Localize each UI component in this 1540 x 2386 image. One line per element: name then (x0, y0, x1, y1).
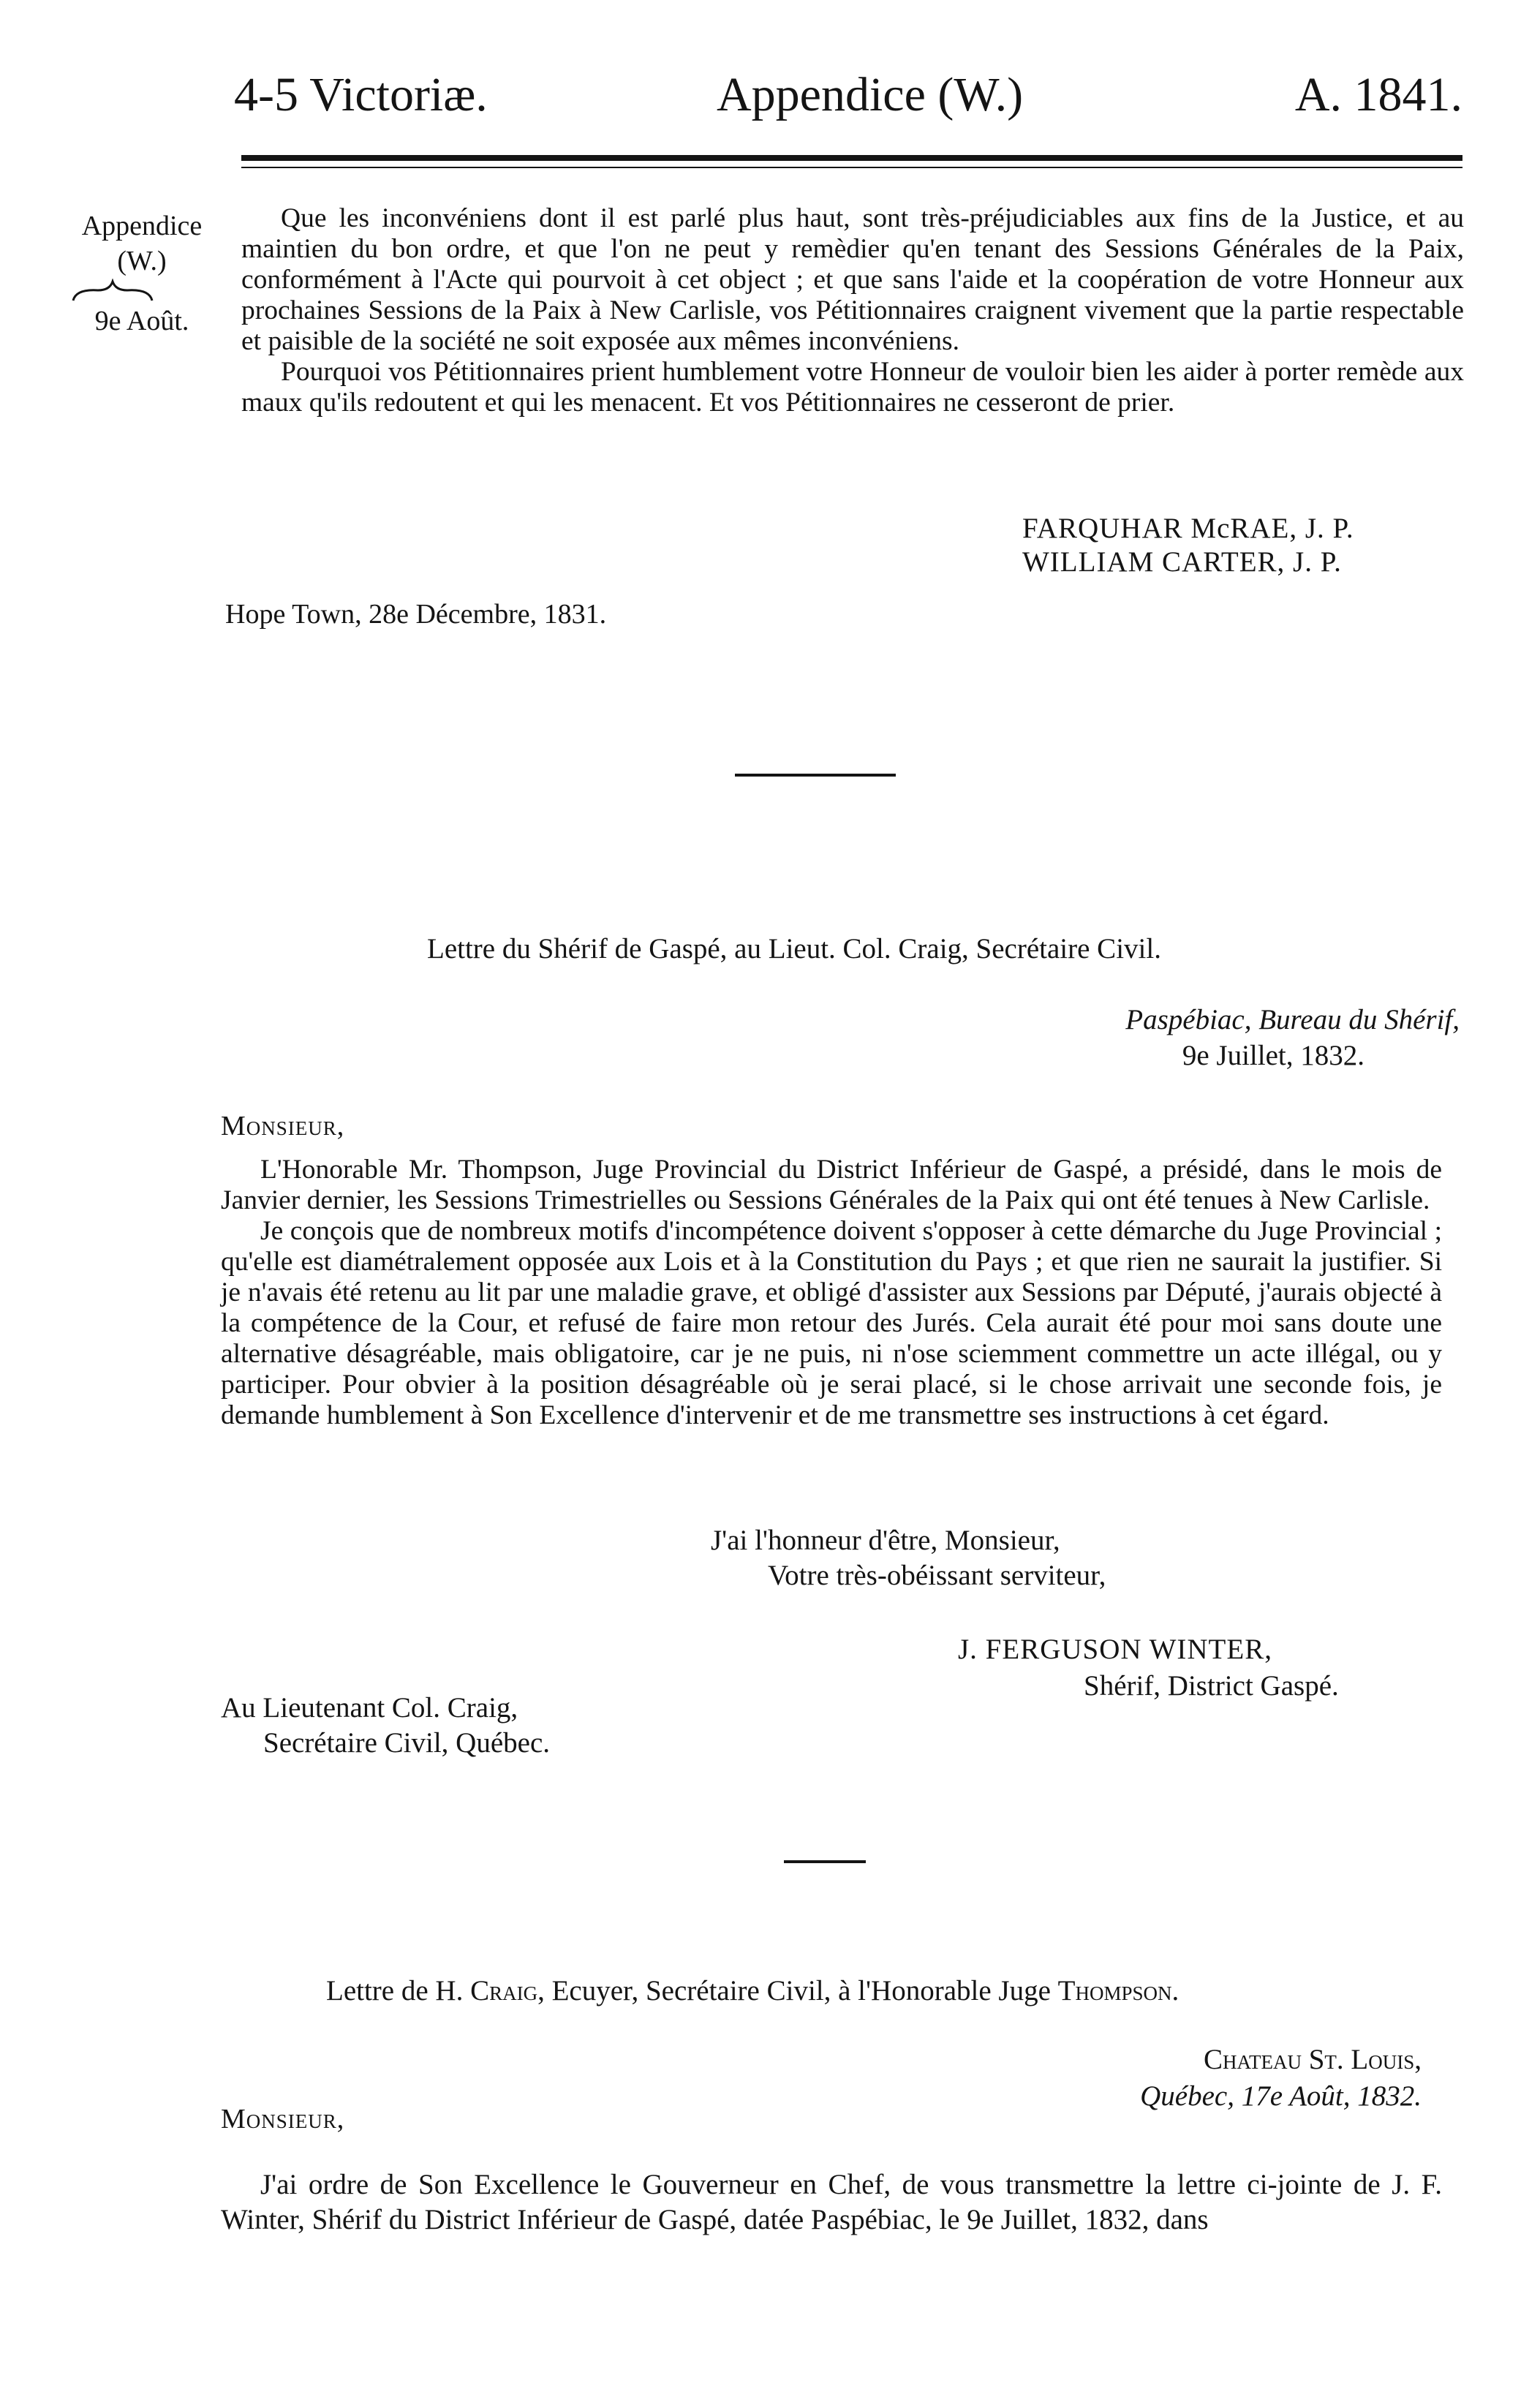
letter1-paragraph-2: Je conçois que de nombreux motifs d'incompétence doivent s'opposer à cette démarche du Juge Provincial ; qu'elle est diamétralement opposée aux Lois et à la Constitution du Pays ; et que rien ne saurait la justifier. Si je n'avais été retenu au lit par une maladie grave, et obligé d'assister aux Sessions par Député, j'aurais objecté à la compétence de la Cour, et refusé de faire mon retour des Jurés. Cela aurait été pour moi sans doute une alternative désagréable, mais obligatoire, car je ne puis, ni n'ose sciemment commettre un acte illégal, ou y participer. Pour obvier à la position désagréable où je serai placé, si le chose arrivait une seconde fois, je demande humblement à Son Excellence d'intervenir et de me transmettre ses instructions à cet égard. (221, 1216, 1442, 1430)
letter2-date: Québec, 17e Août, 1832. (1140, 2080, 1422, 2112)
letter1-salutation: Monsieur, (221, 1111, 345, 1141)
letter2-place: Chateau St. Louis, (1203, 2044, 1422, 2075)
header-session: 4-5 Victoriæ. (234, 68, 488, 121)
letter2-heading-thompson: Thompson (1057, 1975, 1172, 2006)
petition-place-date: Hope Town, 28e Décembre, 1831. (225, 599, 607, 630)
header-rule-thin (241, 167, 1462, 168)
petition-signatures (1022, 512, 1354, 579)
petition-text (241, 203, 1464, 418)
running-header (234, 67, 1462, 133)
letter1-body (221, 1155, 1442, 1431)
letter2-heading-part-c: , Ecuyer, Secrétaire Civil, à l'Honorable Juge (537, 1975, 1058, 2006)
letter2-heading-part-a: Lettre de H. (326, 1975, 471, 2006)
margin-note-letter: (W.) (117, 246, 167, 276)
letter1-paragraph-1: L'Honorable Mr. Thompson, Juge Provincial du District Inférieur de Gaspé, a présidé, dans le mois de Janvier dernier, les Sessions Trimestrielles ou Sessions Générales de la Paix qui ont été tenues à New Carlisle. (221, 1155, 1442, 1215)
letter1-heading: Lettre du Shérif de Gaspé, au Lieut. Col. Craig, Secrétaire Civil. (427, 933, 1161, 964)
section-separator-2 (784, 1860, 866, 1863)
letter1-closing-2: Votre très-obéissant serviteur, (768, 1560, 1106, 1591)
letter1-closing-1: J'ai l'honneur d'être, Monsieur, (711, 1525, 1060, 1556)
margin-note (69, 208, 215, 339)
letter1-addressee-1: Au Lieutenant Col. Craig, (221, 1692, 518, 1724)
petition-paragraph-1: Que les inconvéniens dont il est parlé plus haut, sont très-préjudiciables aux fins de la Justice, et au maintien du bon ordre, et que l'on ne peut y remèdier qu'en tenant des Sessions Générales de la Paix, conformément à l'Acte qui pourvoit à cet object ; et que sans l'aide et la coopération de votre Honneur aux prochaines Sessions de la Paix à New Carlisle, vos Pétitionnaires craignent vivement que la partie respectable et paisible de la société ne soit exposée aux mêmes inconvéniens. (241, 203, 1464, 356)
letter2-heading-craig: Craig (470, 1975, 538, 2006)
header-appendix: Appendice (W.) (717, 68, 1024, 121)
letter2-salutation: Monsieur, (221, 2104, 345, 2134)
letter1-place: Paspébiac, Bureau du Shérif, (1125, 1004, 1460, 1035)
letter2-heading (326, 1974, 1179, 2007)
letter1-signer: J. FERGUSON WINTER, (958, 1634, 1272, 1665)
letter2-body (221, 2167, 1442, 2238)
header-year: A. 1841. (1294, 68, 1462, 121)
section-separator (735, 774, 896, 777)
letter1-addressee-2: Secrétaire Civil, Québec. (263, 1727, 550, 1759)
petition-paragraph-2: Pourquoi vos Pétitionnaires prient humblement votre Honneur de vouloir bien les aider à porter remède aux maux qu'ils redoutent et qui les menacent. Et vos Pétitionnaires ne cesseront de prier. (241, 357, 1464, 418)
header-rule-thick (241, 155, 1462, 161)
letter1-date: 9e Juillet, 1832. (1182, 1040, 1365, 1071)
margin-note-date: 9e Août. (94, 306, 189, 336)
signer-mcrae: FARQUHAR McRAE, J. P. (1022, 513, 1354, 544)
letter1-signer-title: Shérif, District Gaspé. (1084, 1670, 1339, 1702)
brace-icon (69, 279, 156, 303)
letter2-paragraph-1: J'ai ordre de Son Excellence le Gouverneur en Chef, de vous transmettre la lettre ci-jointe de J. F. Winter, Shérif du District Inférieur de Gaspé, datée Paspébiac, le 9e Juillet, 1832, dans (221, 2169, 1442, 2235)
letter2-heading-part-e: . (1171, 1975, 1179, 2006)
margin-note-appendix: Appendice (81, 211, 203, 241)
signer-carter: WILLIAM CARTER, J. P. (1022, 546, 1342, 578)
